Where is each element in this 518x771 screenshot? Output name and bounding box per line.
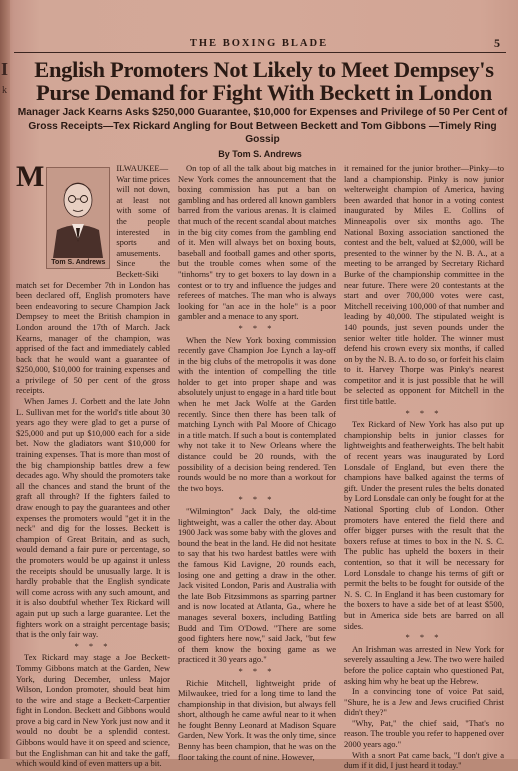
paragraph: With a snort Pat came back, "I don't give a dum if it did, I just heard it today." [344, 749, 504, 771]
section-separator: * * * [405, 632, 443, 643]
paragraph: Tex Rickard of New York has also put up championship belts in junior classes for lightweights and featherweights. The belt habit of recent years was inaugurated by Lord Lonsdale of England, but even there the champions have balked against the terms of gift. Under the present rules the belts donated by Lord Lonsdale can only be fought for at the National Sporting club of London. Other promoters have entered the field there and offer bigger purses with the result that the boxers refuse at times to box in the N. S. C. The public has upheld the boxers in their contention, so that it will be necessary for Lord Lonsdale to change his terms of gift or permit the belts to be fought for outside of the N. S. C. In England it has been customary for the boxers to have a side bet of at least $500, but in America side bets are barred on all sides. [344, 419, 504, 631]
section-separator: * * * [238, 665, 276, 676]
running-head: THE BOXING BLADE [189, 38, 329, 49]
gutter-fragment-1: I [1, 59, 9, 79]
paragraph: "Wilmington" Jack Daly, the old-time lightweight, was a caller the other day. About 1900 Jack was some baby with the gloves and bound the beat in the land. He did not hesitate to say that his two hardest battles were with the famous Kid Lavigne, 20 rounds each, losing one and getting a draw in the other. Jack visited London, Paris and Australia with the late Bob Fitzsimmons as sparring partner and is now located at Atlanta, Ga., where he manages several boxers, including Battling Budd and Tim O'Dowd. "There are some good fighters here now," said Jack, "but few of them know the boxing game as we practiced it 30 years ago." [178, 506, 336, 665]
photo-caption: Tom S. Andrews [51, 259, 106, 267]
headline: English Promoters Not Likely to Meet Dempsey's Purse Demand for Fight With Beckett in London [34, 57, 494, 105]
paragraph: it remained for the junior brother—Pinky—to land a championship. Pinky is now junior welterweight champion of America, having been awarded that honor in a voting contest inaugurated by Miles E. Collins of Minneapolis over six months ago. The National Boxing association sanctioned the contest and the belt, valued at $2,000, will be presented to the winner by the N. B. A., at a meeting to be arranged by Secretary Richard Burke of the championship committee in the near future. There were 20 contestants at the start and over 700,000 votes were cast, Mitchell receiving 100,000 of that number and leading by 40,000. The stipulated weight is 140 pounds, just seven pounds under the senior welter title holder. The winner must defend his crown every six months, if called on by the N. B. A. to do so, or forfeit his claim to it. Harvey Thorpe was Pinky's nearest competitor and it is just possible that he will be selected as opponent for Mitchell in the first title battle. [344, 163, 504, 407]
drop-cap: M [16, 160, 45, 193]
lead-text: ILWAUKEE—War time prices will not down, at least not with some of the people interested in sports and amusements. Since the Beckett-Siki match set for December 7th in London has been declared off, English promoters have been endeavoring to secure Champion Jack Dempsey to meet the British champion in London around the 17th of March. Jack Kearns, manager of the champion, was apprised of the fact and immediately cabled back that he would want a guarantee of $250,000, $10,000 for training expenses and a privilege of 50 per cent of the gross receipts. [16, 163, 170, 396]
binding-shadow [0, 0, 10, 759]
section-separator: * * * [74, 640, 112, 651]
paragraph: Tex Rickard may stage a Joe Beckett-Tommy Gibbons match at the Garden, New York, during December, unless Major Wilson, London promoter, should beat him to the wire and stage a Beckett-Carpentier fight in London. Beckett and Gibbons would prove a big card in New York just now and it would no doubt be a splendid contest. Gibbons would have it on speed and science, but the Englishman can hit and take the gaff, which would kind of even matters up a bit. [16, 652, 170, 769]
section-separator: * * * [405, 407, 443, 418]
portrait-image [47, 168, 109, 258]
byline: By Tom S. Andrews [218, 149, 302, 159]
deck-subheadline: Manager Jack Kearns Asks $250,000 Guarantee, $10,000 for Expenses and Privilege of 50 Per Cent of Gross Receipts—Tex Rickard Angling for Bout Between Beckett and Tom Gibbons —Timely Ring Gossip [17, 107, 508, 145]
header-rule [14, 52, 506, 53]
paragraph: Richie Mitchell, lightweight pride of Milwaukee, tried for a long time to land the championship in that division, but always fell short, although he came awful near to it when he fought Benny Leonard at Madison Square Garden, New York. It was the only time, since Benny has been champion, that he was on the floor taking the count of nine. However, [178, 677, 336, 762]
paragraph: When the New York boxing commission recently gave Champion Joe Lynch a lay-off in the big clubs of the metropolis it was done with the intention of compelling the title holder to get into proper shape and was absolutely unjust to engage in a hard title bout when he met Jack Wolfe at the Garden recently. Since then there has been talk of matching Lynch with Pal Moore of Chicago in a title match. If such a bout is contemplated why not take it to New Orleans where the distance could be 20 rounds, with the possibility of a decision being rendered. Ten rounds would be no more than a workout for the two boys. [178, 334, 336, 493]
author-photo [46, 167, 110, 269]
paragraph: An Irishman was arrested in New York for severely assaulting a Jew. The two were hailed before the police captain who questioned Pat, asking him why he beat up the Hebrew. [344, 643, 504, 686]
paragraph: When James J. Corbett and the late John L. Sullivan met for the world's title about 30 years ago they were glad to get a purse of $25,000 and put up $10,000 each for a side bet. Now the gladiators want $10,000 for training expenses. That is more than most of the big championship battles drew a few decades ago. Why should the promoters take all the chances and stand the brunt of the graft all through? If the fighters failed to draw enough to pay the guarantees and other expenses the promoters would "get it in the neck" and dig for the losses. Beckett is champion of Great Britain, and as such, would demand a fair pure or percentage, so the promoters would be up against it unless the receipts should be unusually large. It is hardly probable that the English syndicate will come across with any such amount, and it is also doubtful whether Tex Rickard will again put up such a large guarantee. Let the fighters work on a straight percentage basis; that is the only fair way. [16, 396, 170, 640]
lead-paragraph [16, 160, 170, 396]
paragraph: In a convincing tone of voice Pat said, "Shure, he is a Jew and Jews crucified Christ didn't they?" [344, 686, 504, 718]
gutter-fragment-2: k [2, 85, 7, 96]
section-separator: * * * [238, 494, 276, 505]
column-2 [178, 163, 336, 762]
column-1 [16, 160, 170, 769]
page-number: 5 [494, 36, 500, 50]
column-3 [344, 163, 504, 771]
paragraph: On top of all the talk about big matches in New York comes the announcement that the boxing commission has put a ban on gambling and has ordered all known gamblers barred from the various arenas. It is claimed that much of the recent scandal about matches in the big city comes from the gambling end of it. Men will always bet on boxing bouts, baseball and football games and other sports, but the trouble comes when some of the "tinhorns" try to get boxers to lay down in a contest or to try and influence the judges and referees of matches. The man who is always looking for "an ace in the hole" is a poor gambler and a menace to any sport. [178, 163, 336, 322]
section-separator: * * * [238, 322, 276, 333]
paragraph: "Why, Pat," the chief said, "That's no reason. The trouble you refer to happened over 2000 years ago." [344, 717, 504, 750]
